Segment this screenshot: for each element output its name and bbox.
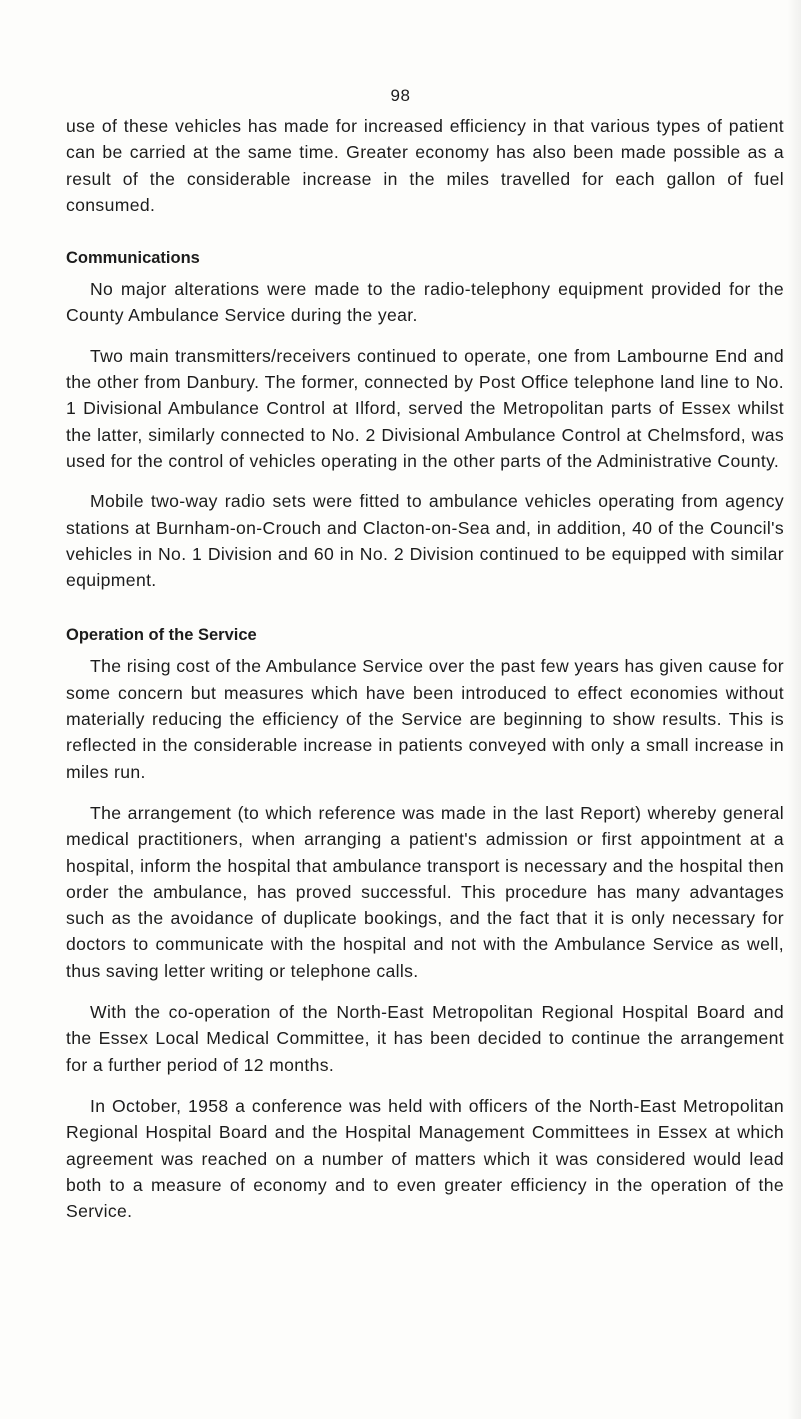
heading-operation-of-service: Operation of the Service bbox=[66, 626, 257, 645]
page-number: 98 bbox=[390, 86, 411, 105]
heading-communications: Communications bbox=[66, 249, 200, 268]
continued-paragraph: use of these vehicles has made for increased efficiency in that various types of patient can be carried at the same time. Greater economy has also been made possible as a result of the considerable increase in the miles travelled for each gallon of fuel consumed. bbox=[66, 116, 784, 215]
paragraph-co-operation: With the co-operation of the North-East Metropolitan Regional Hospital Board and the Essex Local Medical Committee, it has been decided to continue the arrangement for a further period of 12 months. bbox=[66, 1002, 784, 1075]
paragraph-arrangement: The arrangement (to which reference was made in the last Report) whereby general medical practitioners, when arranging a patient's admission or first appointment at a hospital, inform the hospital that ambulance transport is necessary and the hospital then order the ambulance, has proved successful. This procedure has many advantages such as the avoidance of duplicate bookings, and the fact that it is only necessary for doctors to communicate with the hospital and not with the Ambulance Service as well, thus saving letter writing or telephone calls. bbox=[66, 802, 784, 981]
paragraph-transmitters: Two main transmitters/receivers continued to operate, one from Lambourne End and the other from Danbury. The former, connected by Post Office telephone land line to No. 1 Divisional Ambulance Control at Ilford, served the Metropolitan parts of Essex whilst the latter, similarly connected to No. 2 Divisional Ambulance Control at Chelmsford, was used for the control of vehicles operating in the other parts of the Administrative County. bbox=[66, 345, 784, 471]
page-body bbox=[66, 113, 784, 1224]
paragraph-mobile-radio: Mobile two-way radio sets were fitted to ambulance vehicles operating from agency stations at Burnham-on-Crouch and Clacton-on-Sea and, in addition, 40 of the Council's vehicles in No. 1 Division and 60 in No. 2 Division continued to be equipped with similar equipment. bbox=[66, 491, 784, 591]
page-edge-shadow bbox=[787, 0, 801, 1419]
paragraph-rising-cost: The rising cost of the Ambulance Service over the past few years has given cause for some concern but measures which have been introduced to effect economies without materially reducing the efficiency of the Service are beginning to show results. This is reflected in the considerable increase in patients conveyed with only a small increase in miles run. bbox=[66, 656, 784, 782]
paragraph-conference: In October, 1958 a conference was held with officers of the North-East Metropolitan Regional Hospital Board and the Hospital Management Committees in Essex at which agreement was reached on a number of matters which it was considered would lead both to a measure of economy and to even greater efficiency in the operation of the Service. bbox=[66, 1095, 784, 1222]
paragraph-radio-equipment: No major alterations were made to the radio-telephony equipment provided for the County Ambulance Service during the year. bbox=[66, 279, 784, 326]
